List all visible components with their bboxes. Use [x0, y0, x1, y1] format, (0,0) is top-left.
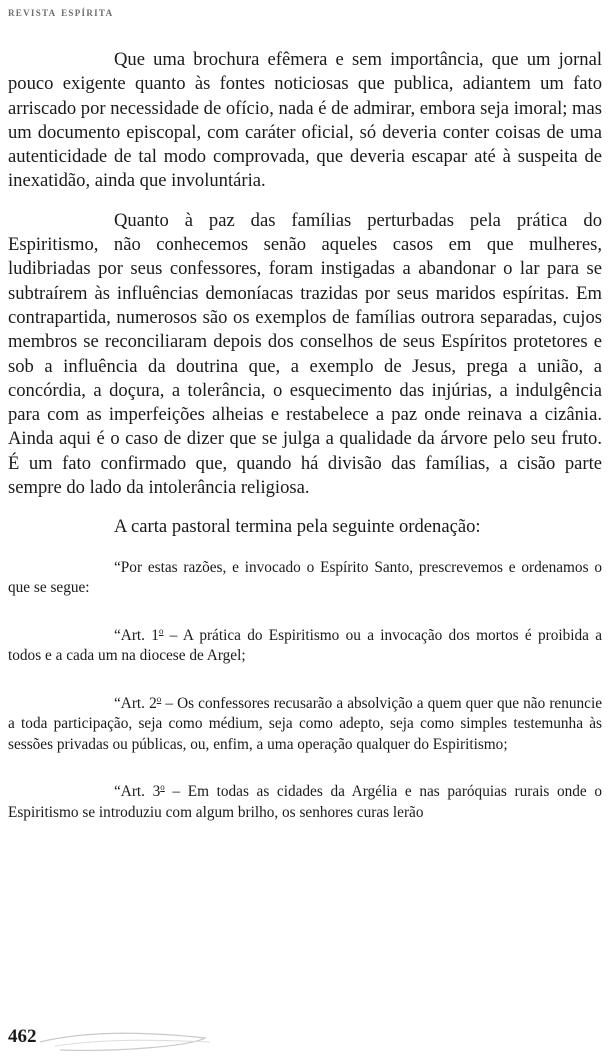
article-3: “Art. 3$^o$ – Em todas as cidades da Argélia e nas paróquias rurais onde o Espiritismo se introduziu com algum brilho, os senhores curas lerão	[8, 782, 602, 821]
page-number: 462	[8, 1026, 37, 1047]
article-2: “Art. 2$^o$ – Os confessores recusarão a absolvição a quem quer que não renuncie a toda participação, seja como médium, seja como adepto, seja como simples testemunha às sessões privadas ou públicas, ou, enfim, a uma operação qualquer do Espiritismo;	[8, 693, 602, 753]
article-1: “Art. 1$^o$ – A prática do Espiritismo ou a invocação dos mortos é proibida a todos e a cada um na diocese de Argel;	[8, 625, 602, 665]
quote-intro: “Por estas razões, e invocado o Espírito Santo, prescrevemos e ordenamos o que se segue:	[8, 558, 602, 597]
page-content	[8, 48, 602, 823]
lead-sentence: A carta pastoral termina pela seguinte ordenação:	[114, 516, 481, 538]
running-header: revista espírita	[8, 4, 114, 19]
body-paragraph: Quanto à paz das famílias perturbadas pela prática do Espiritismo, não conhecemos senão aqueles casos em que mulheres, ludibriadas por seus confessores, foram instigadas a abandonar o lar para se subtraírem às influências demoníacas trazidas por seus maridos espíritas. Em contrapartida, numerosos são os exemplos de famílias outrora separadas, cujos membros se reconciliaram depois dos conselhos de seus Espíritos protetores e sob a influência da doutrina que, a exemplo de Jesus, prega a união, a concórdia, a doçura, a tolerância, o esquecimento das injúrias, a indulgência para com as imperfeições alheias e restabelece a paz onde reinava a cizânia. Ainda aqui é o caso de dizer que se julga a qualidade da árvore pelo seu fruto. É um fato confirmado que, quando há divisão das famílias, a cisão parte sempre do lado da intolerância religiosa.	[8, 209, 602, 499]
body-paragraph: Que uma brochura efêmera e sem importância, que um jornal pouco exigente quanto às fontes noticiosas que publica, adiantem um fato arriscado por necessidade de ofício, nada é de admirar, embora seja imoral; mas um documento episcopal, com caráter oficial, só deveria conter coisas de uma autenticidade de tal modo comprovada, que deveria escapar até à suspeita de inexatidão, ainda que involuntária.	[8, 49, 603, 192]
